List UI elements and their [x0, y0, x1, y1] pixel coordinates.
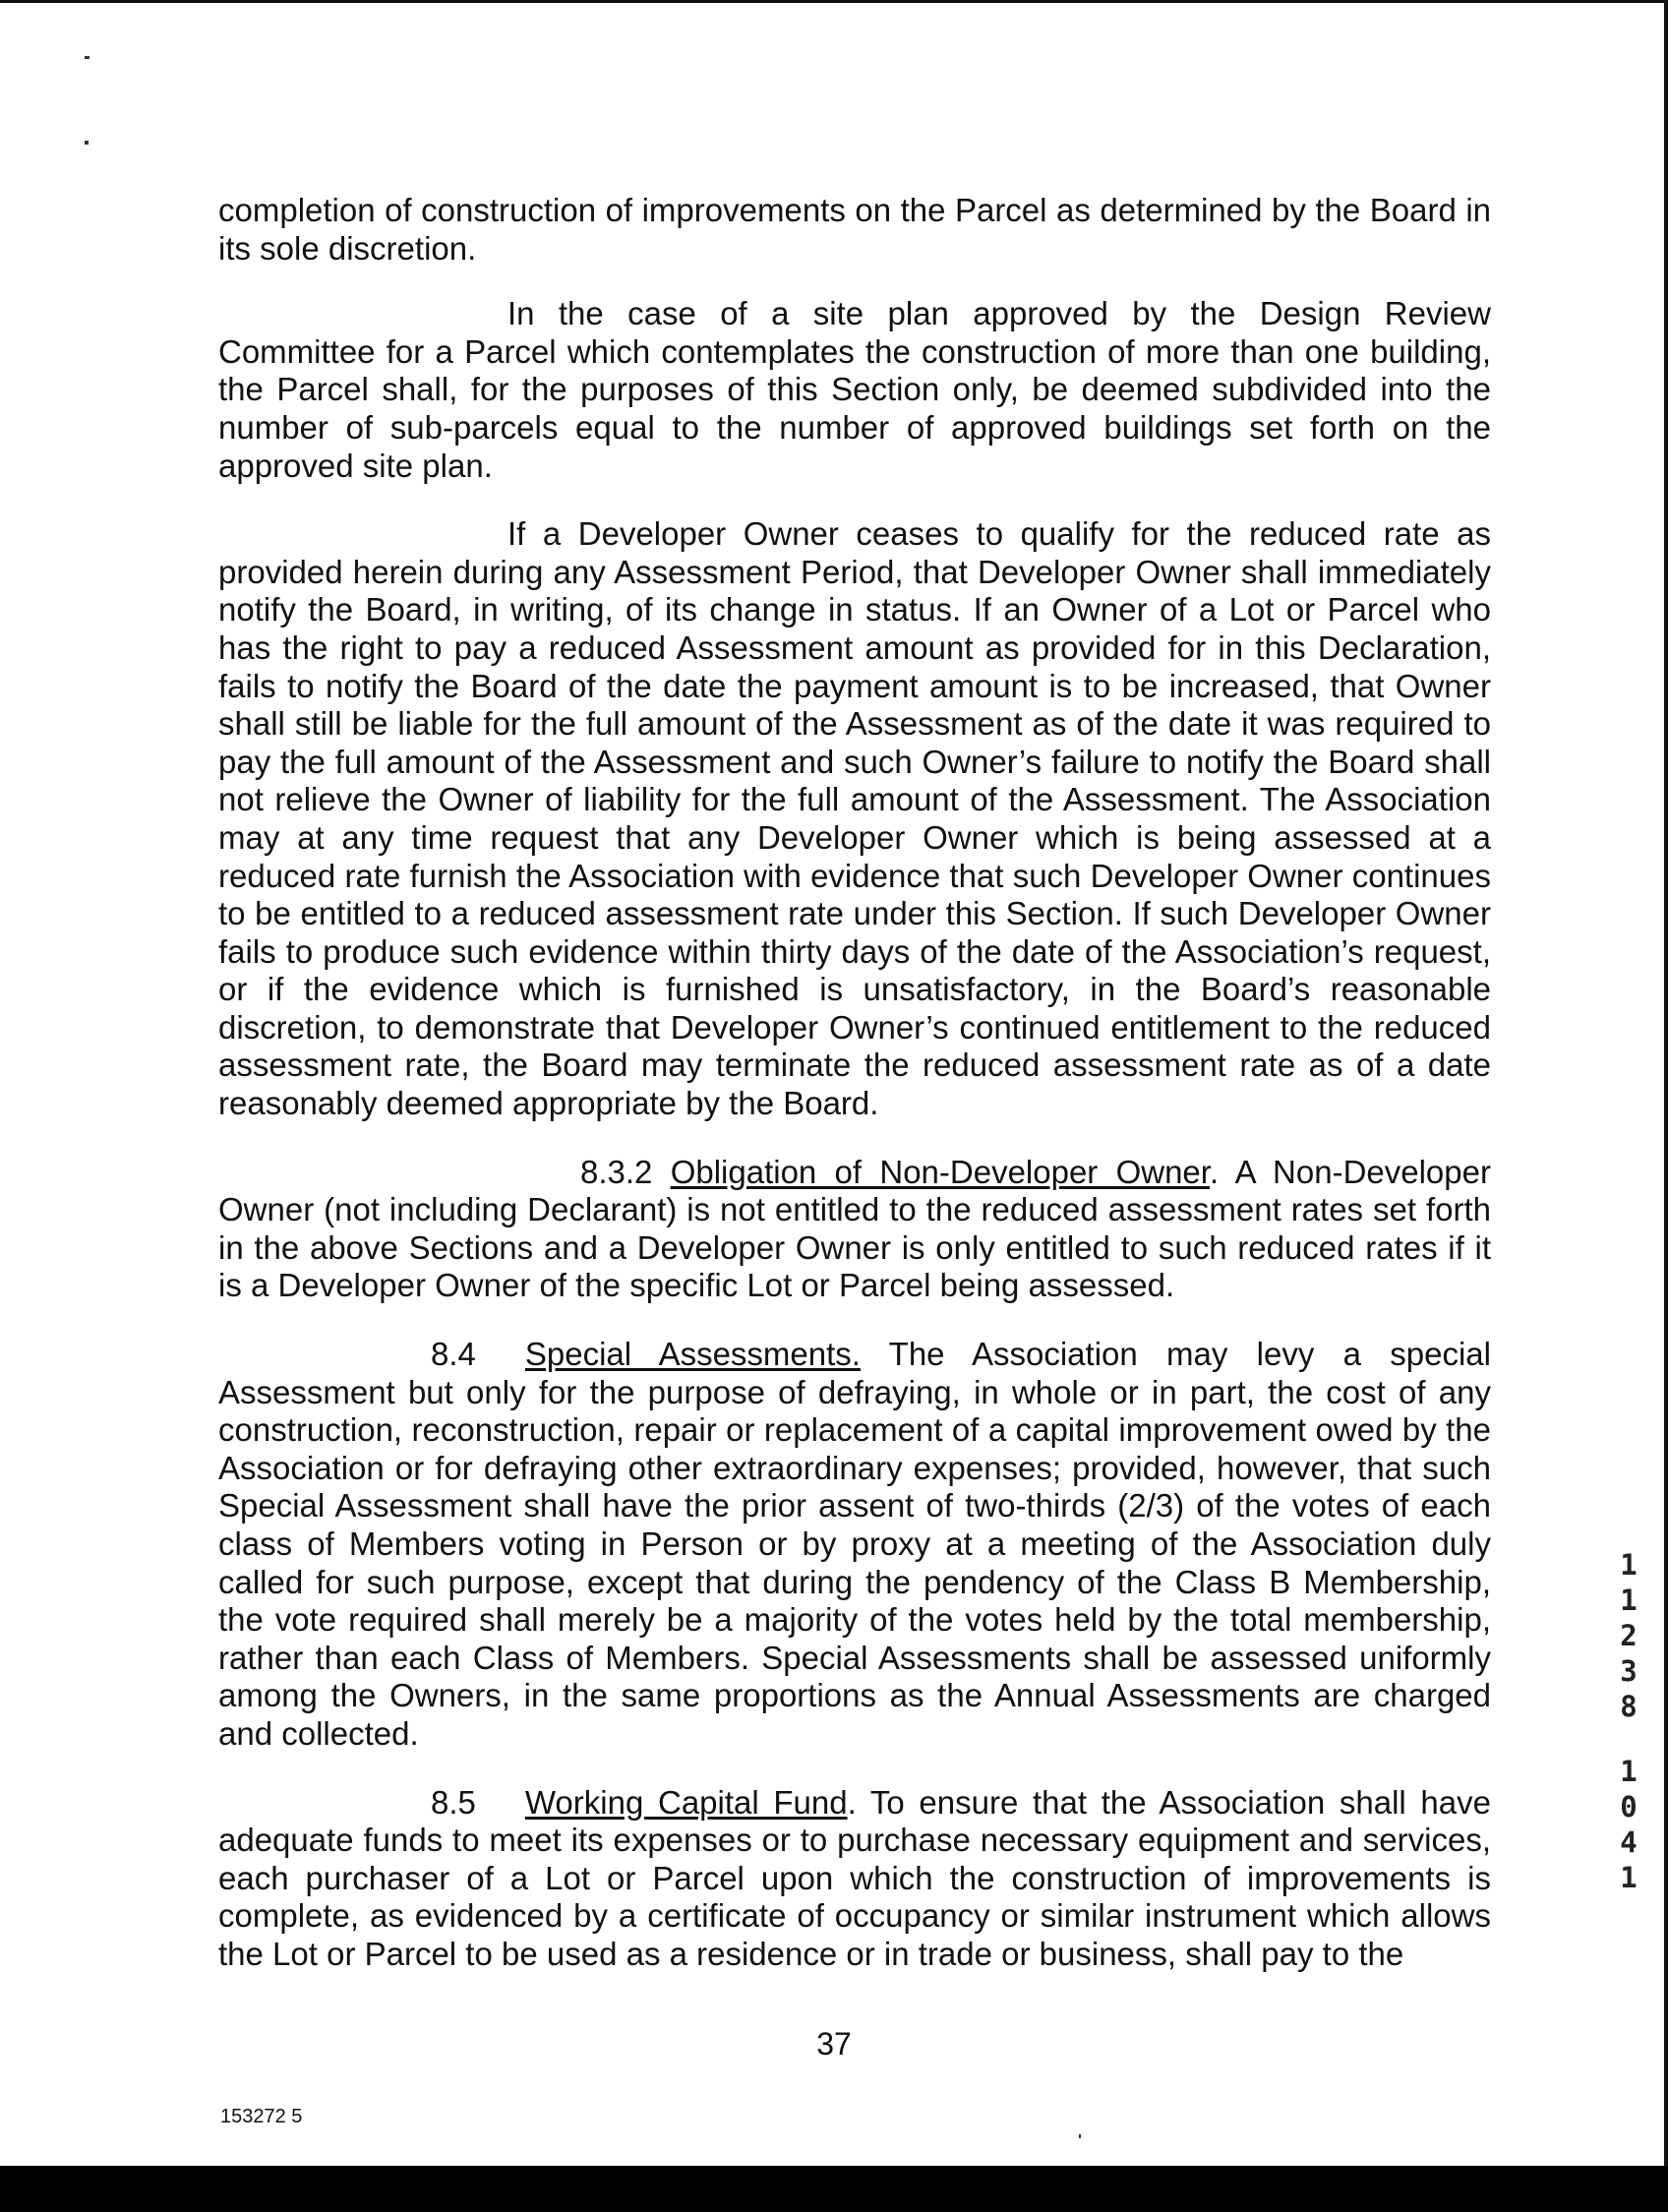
paragraph-site-plan: In the case of a site plan approved by the Design Review Committee for a Parcel which contemplates the construction of more than one building, the Parcel shall, for the purposes of this Section only, be deemed subdivided into the number of sub-parcels equal to the number of approved buildings set forth on the approved site plan.: [218, 295, 1491, 484]
stamp-digit: 1: [1620, 1861, 1638, 1894]
stamp-digit: 1: [1620, 1584, 1638, 1617]
paragraph-continuation: completion of construction of improvements on the Parcel as determined by the Board in its sole discretion.: [218, 192, 1491, 267]
scan-edge-top: [0, 0, 1668, 3]
stamp-digit: 4: [1620, 1825, 1638, 1859]
scan-speck: [1079, 2134, 1081, 2138]
section-text: . To ensure that the Association shall have adequate funds to meet its expenses or to purchase necessary equipment and services, each purchaser of a Lot or Parcel upon which the construction of improvements is complete, as evidenced by a certificate of occupancy or similar instrument which allows the Lot or Parcel to be used as a residence or in trade or business, shall pay to the: [218, 1783, 1491, 1972]
section-number: 8.5: [431, 1783, 476, 1821]
stamp-digit: 1: [1620, 1548, 1638, 1582]
paragraph-developer-owner-status: If a Developer Owner ceases to qualify for the reduced rate as provided herein during any Assessment Period, that Developer Owner shall immediately notify the Board, in writing, of its change in status. If an Owner of a Lot or Parcel who has the right to pay a reduced Assessment amount as provided for in this Declaration, fails to notify the Board of the date the payment amount is to be increased, that Owner shall still be liable for the full amount of the Assessment as of the date it was required to pay the full amount of the Assessment and such Owner’s failure to notify the Board shall not relieve the Owner of liability for the full amount of the Assessment. The Association may at any time request that any Developer Owner which is being assessed at a reduced rate furnish the Association with evidence that such Developer Owner continues to be entitled to a reduced assessment rate under this Section. If such Developer Owner fails to produce such evidence within thirty days of the date of the Association’s request, or if the evidence which is furnished is unsatisfactory, in the Board’s reasonable discretion, to demonstrate that Developer Owner’s continued entitlement to the reduced assessment rate, the Board may terminate the reduced assessment rate as of a date reasonably deemed appropriate by the Board.: [218, 515, 1491, 1122]
section-heading: Working Capital Fund: [524, 1783, 848, 1821]
section-8-5: [218, 1784, 1491, 1974]
scan-speck: [85, 56, 89, 59]
section-number: 8.4: [431, 1336, 476, 1373]
stamp-digit: 1: [1620, 1755, 1638, 1788]
document-id: 153272 5: [220, 2106, 303, 2127]
stamp-digit: 8: [1620, 1690, 1638, 1723]
section-text: The Association may levy a special Assessment but only for the purpose of defraying, in whole or in part, the cost of any construction, reconstruction, repair or replacement of a capital improvement owed by the Association or for defraying other extraordinary expenses; provided, however, that such Special Assessment shall have the prior assent of two-thirds (2/3) of the votes of each class of Members voting in Person or by proxy at a meeting of the Association duly called for such purpose, except that during the pendency of the Class B Membership, the vote required shall merely be a majority of the votes held by the total membership, rather than each Class of Members. Special Assessments shall be assessed uniformly among the Owners, in the same proportions as the Annual Assessments are charged and collected.: [218, 1336, 1491, 1752]
margin-stamp: [1609, 1547, 1648, 1895]
stamp-digit: 2: [1620, 1619, 1638, 1652]
stamp-digit: 3: [1620, 1654, 1638, 1688]
section-8-4: [218, 1336, 1491, 1754]
page-number: 37: [816, 2026, 852, 2062]
section-heading: Special Assessments.: [524, 1336, 861, 1373]
section-heading: Obligation of Non-Developer Owner: [670, 1153, 1210, 1190]
scan-edge-bottom: [0, 2166, 1668, 2212]
scan-edge-right: [1664, 0, 1668, 2212]
section-8-3-2: [218, 1154, 1491, 1305]
section-number: 8.3.2: [580, 1153, 653, 1190]
section-text: . A Non-Developer Owner (not including Declarant) is not entitled to the reduced assessment rates set forth in the above Sections and a Developer Owner is only entitled to such reduced rates if it is a Developer Owner of the specific Lot or Parcel being assessed.: [218, 1153, 1491, 1304]
document-body: [218, 192, 1491, 2004]
stamp-digit: 0: [1620, 1790, 1638, 1823]
scan-speck: [85, 141, 89, 145]
